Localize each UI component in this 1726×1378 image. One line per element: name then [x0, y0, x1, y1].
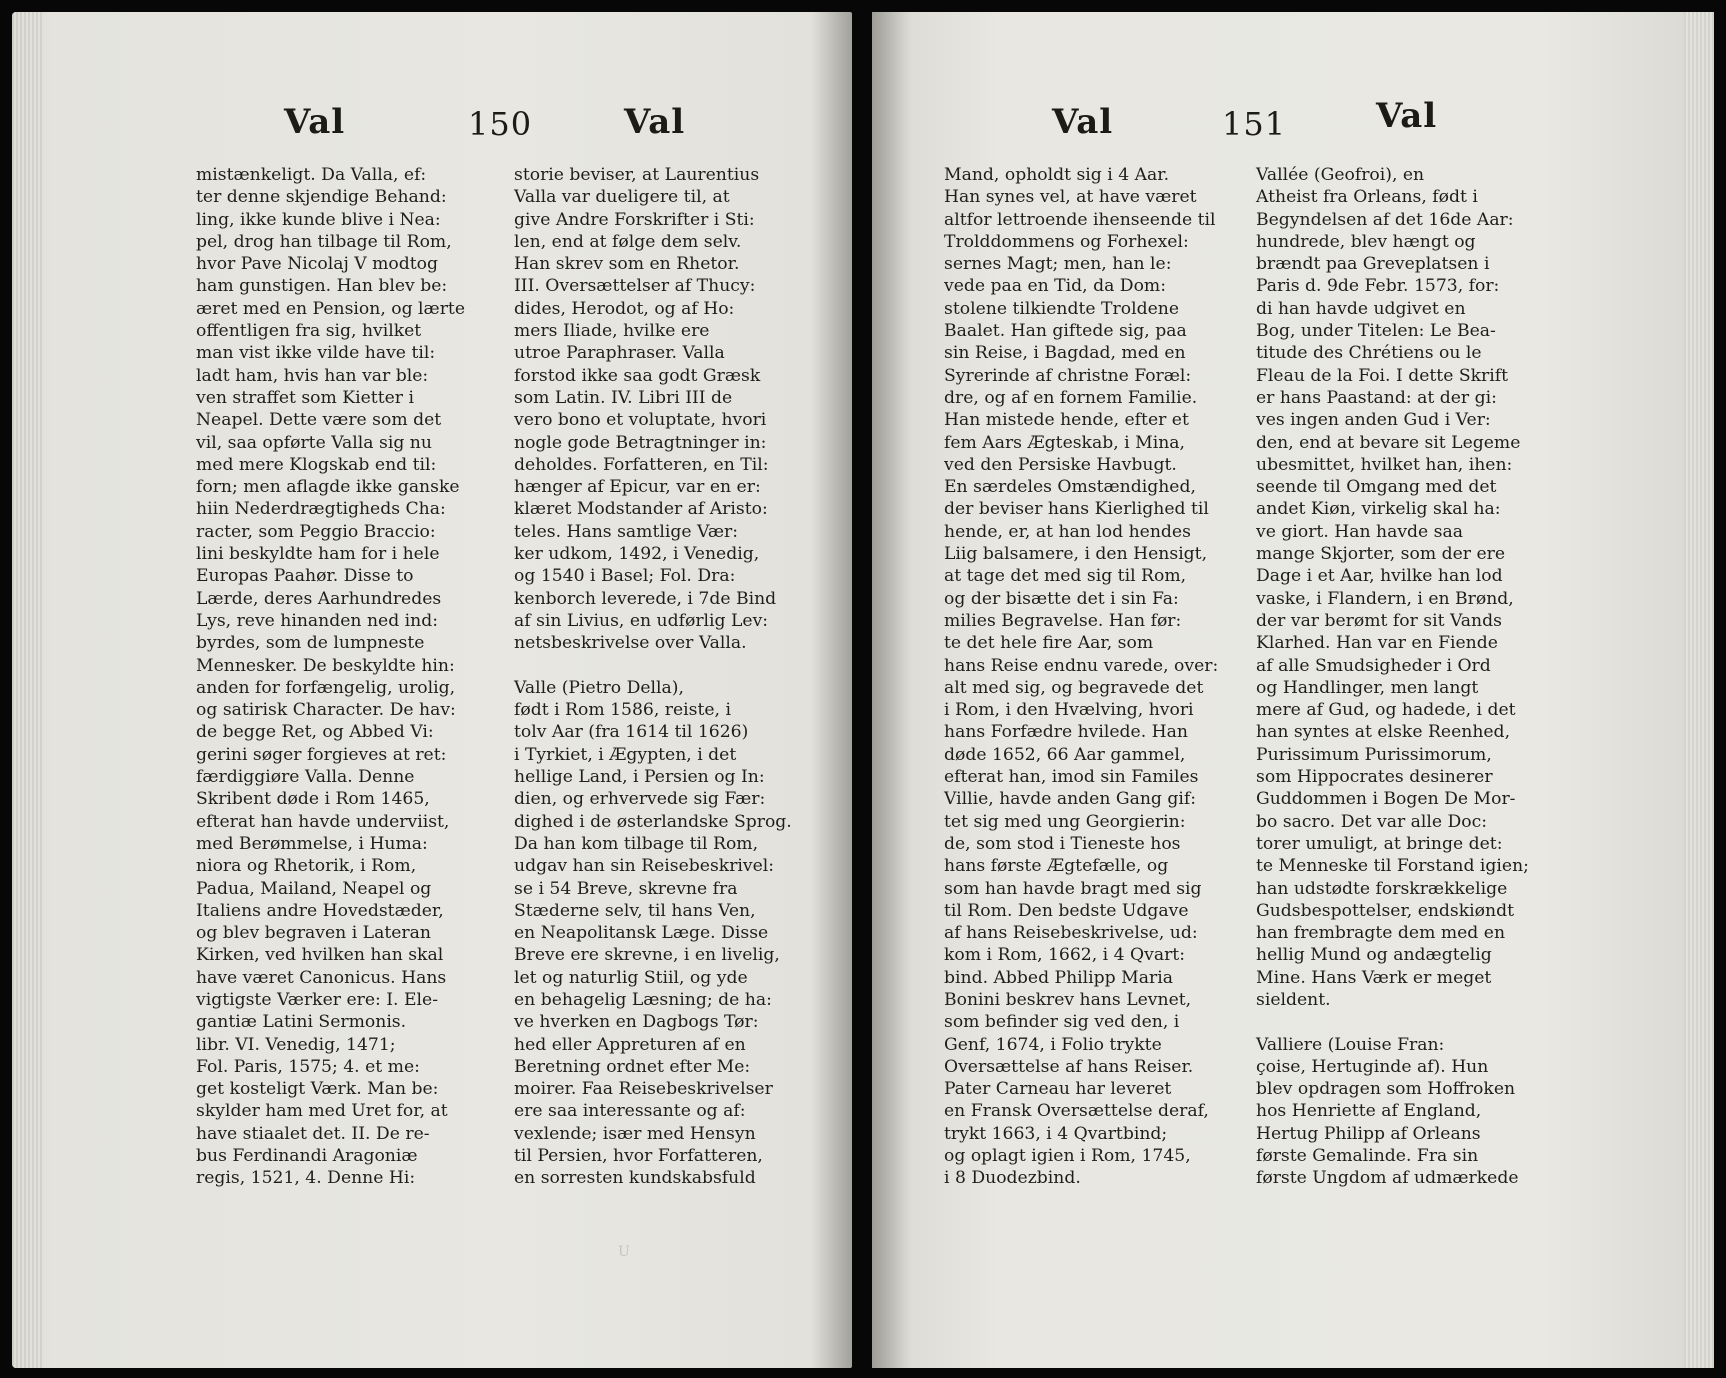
text-line [514, 655, 804, 677]
text-line: give Andre Forskrifter i Sti: [514, 209, 755, 230]
text-line: çoise, Hertuginde af). Hun [1256, 1056, 1489, 1077]
text-line: hans Reise endnu varede, over: [944, 655, 1219, 676]
text-line: Vallée (Geofroi), en [1256, 165, 1425, 185]
text-line: libr. VI. Venedig, 1471; [196, 1034, 396, 1055]
text-line: Skribent døde i Rom 1465, [196, 789, 430, 810]
text-line: vigtigste Værker ere: I. Ele- [196, 989, 439, 1010]
text-line: vil, saa opførte Valla sig nu [196, 432, 432, 453]
text-line: som befinder sig ved den, i [944, 1012, 1180, 1033]
text-line: Mand, opholdt sig i 4 Aar. [944, 165, 1170, 185]
text-line: hos Henriette af England, [1256, 1101, 1482, 1122]
text-line: første Gemalinde. Fra sin [1256, 1146, 1479, 1167]
text-line: han udstødte forskrækkelige [1256, 878, 1508, 899]
text-line: Syrerinde af christne Foræl: [944, 365, 1192, 386]
text-line: Genf, 1674, i Folio trykte [944, 1034, 1162, 1055]
text-line: af hans Reisebeskrivelse, ud: [944, 923, 1198, 944]
page-number: 150 [468, 105, 533, 143]
text-line: Pater Carneau har leveret [944, 1079, 1172, 1100]
text-line: første Ungdom af udmærkede [1256, 1168, 1519, 1189]
text-line: Klarhed. Han var en Fiende [1256, 633, 1498, 654]
text-line: ve giort. Han havde saa [1256, 521, 1463, 542]
text-line: racter, som Peggio Braccio: [196, 521, 436, 542]
text-line: have stiaalet det. II. De re- [196, 1123, 430, 1144]
text-line: Paris d. 9de Febr. 1573, for: [1256, 276, 1500, 297]
text-line: gerini søger forgieves at ret: [196, 744, 447, 765]
text-line: gantiæ Latini Sermonis. [196, 1012, 407, 1033]
text-line: æret med en Pension, og lærte [196, 298, 466, 319]
text-line: stolene tilkiendte Troldene [944, 298, 1179, 319]
text-line: bo sacro. Det var alle Doc: [1256, 811, 1488, 832]
text-line: af sin Livius, en udførlig Lev: [514, 610, 769, 631]
text-line: færdiggiøre Valla. Denne [196, 767, 415, 788]
text-line: der beviser hans Kierlighed til [944, 499, 1209, 520]
text-line: offentligen fra sig, hvilket [196, 321, 422, 342]
text-line: de begge Ret, og Abbed Vi: [196, 722, 434, 743]
text-line: nogle gode Betragtninger in: [514, 432, 767, 453]
text-line: man vist ikke vilde have til: [196, 343, 436, 364]
text-line: hellige Land, i Persien og In: [514, 767, 765, 788]
text-line: alt med sig, og begravede det [944, 677, 1204, 698]
text-line: byrdes, som de lumpneste [196, 633, 425, 654]
text-line: forstod ikke saa godt Græsk [514, 365, 761, 386]
text-column-1 [196, 164, 478, 1190]
text-line: get kosteligt Værk. Man be: [196, 1079, 439, 1100]
text-line: han frembragte dem med en [1256, 923, 1506, 944]
text-line: til Rom. Den bedste Udgave [944, 900, 1189, 921]
text-line: Villie, havde anden Gang gif: [944, 789, 1197, 810]
text-line: hvor Pave Nicolaj V modtog [196, 254, 439, 275]
text-line: efterat han havde underviist, [196, 811, 450, 832]
text-line: ling, ikke kunde blive i Nea: [196, 209, 441, 230]
text-line: Dage i et Aar, hvilke han lod [1256, 566, 1503, 587]
text-line: te det hele fire Aar, som [944, 633, 1154, 654]
text-line: Beretning ordnet efter Me: [514, 1056, 751, 1077]
text-line: ker udkom, 1492, i Venedig, [514, 544, 760, 565]
text-line: som Hippocrates desinerer [1256, 767, 1493, 788]
text-line: Breve ere skrevne, i en livelig, [514, 945, 780, 966]
text-line: døde 1652, 66 Aar gammel, [944, 744, 1186, 765]
text-line: trykt 1663, i 4 Qvartbind; [944, 1123, 1168, 1144]
text-line: milies Begravelse. Han før: [944, 610, 1182, 631]
text-line: andet Kiøn, virkelig skal ha: [1256, 499, 1501, 520]
text-line: ved den Persiske Havbugt. [944, 454, 1177, 475]
text-line: der var berømt for sit Vands [1256, 610, 1502, 631]
right-page [872, 12, 1714, 1368]
text-line: bus Ferdinandi Aragoniæ [196, 1146, 418, 1167]
text-line: Valliere (Louise Fran: [1256, 1034, 1445, 1055]
text-line: ubesmittet, hvilket han, ihen: [1256, 454, 1513, 475]
text-line: en Neapolitansk Læge. Disse [514, 923, 769, 944]
text-line: vexlende; især med Hensyn [514, 1123, 756, 1144]
text-line: en Fransk Oversættelse deraf, [944, 1101, 1209, 1122]
text-line: Bog, under Titelen: Le Bea- [1256, 321, 1496, 342]
text-line: dien, og erhvervede sig Fær: [514, 789, 766, 810]
text-column-1 [944, 164, 1234, 1190]
text-line: klæret Modstander af Aristo: [514, 499, 768, 520]
text-line: len, end at følge dem selv. [514, 231, 742, 252]
text-line: og 1540 i Basel; Fol. Dra: [514, 566, 736, 587]
text-line: niora og Rhetorik, i Rom, [196, 856, 417, 877]
text-line: ladt ham, hvis han var ble: [196, 365, 429, 386]
text-line: se i 54 Breve, skrevne fra [514, 878, 738, 899]
text-line: sernes Magt; men, han le: [944, 254, 1172, 275]
text-line: Han synes vel, at have været [944, 187, 1197, 208]
text-line: altfor lettroende ihenseende til [944, 209, 1216, 230]
text-line: kenborch leverede, i 7de Bind [514, 588, 777, 609]
text-line: mers Iliade, hvilke ere [514, 321, 710, 342]
text-line: dighed i de østerlandske Sprog. [514, 811, 792, 832]
text-line: utroe Paraphraser. Valla [514, 343, 725, 364]
text-line [1256, 1011, 1556, 1033]
text-line: lini beskyldte ham for i hele [196, 544, 440, 565]
text-line: Valla var dueligere til, at [514, 187, 730, 208]
text-line: Lys, reve hinanden ned ind: [196, 610, 439, 631]
text-line: moirer. Faa Reisebeskrivelser [514, 1079, 773, 1100]
text-line: hans Forfædre hvilede. Han [944, 722, 1188, 743]
text-line: og der bisætte det i sin Fa: [944, 588, 1179, 609]
text-column-2 [1256, 164, 1556, 1190]
text-line: Han skrev som en Rhetor. [514, 254, 740, 275]
text-line: Italiens andre Hovedstæder, [196, 900, 444, 921]
text-line: deholdes. Forfatteren, en Til: [514, 454, 769, 475]
text-line: ves ingen anden Gud i Ver: [1256, 410, 1491, 431]
text-line: sin Reise, i Bagdad, med en [944, 343, 1186, 364]
text-line: Mennesker. De beskyldte hin: [196, 655, 455, 676]
gutter-shadow [872, 12, 912, 1368]
text-line: anden for forfængelig, urolig, [196, 677, 456, 698]
text-line: Neapel. Dette være som det [196, 410, 442, 431]
text-line: til Persien, hvor Forfatteren, [514, 1146, 763, 1167]
faint-mark: U [618, 1244, 630, 1260]
text-line: Gudsbespottelser, endskiøndt [1256, 900, 1514, 921]
text-line: tet sig med ung Georgierin: [944, 811, 1186, 832]
text-line: let og naturlig Stiil, og yde [514, 967, 748, 988]
text-line: tolv Aar (fra 1614 til 1626) [514, 722, 749, 743]
text-line: III. Oversættelser af Thucy: [514, 276, 756, 297]
text-line: Atheist fra Orleans, født i [1256, 187, 1478, 208]
text-line: vede paa en Tid, da Dom: [944, 276, 1167, 297]
gutter-shadow [812, 12, 852, 1368]
text-line: regis, 1521, 4. Denne Hi: [196, 1168, 416, 1189]
text-line: og blev begraven i Lateran [196, 923, 431, 944]
text-line: di han havde udgivet en [1256, 298, 1466, 319]
text-line: mange Skjorter, som der ere [1256, 544, 1506, 565]
text-line: En særdeles Omstændighed, [944, 477, 1196, 498]
text-line: Purissimum Purissimorum, [1256, 744, 1492, 765]
text-line: Europas Paahør. Disse to [196, 566, 414, 587]
text-line: Hertug Philipp af Orleans [1256, 1123, 1481, 1144]
text-line: hed eller Appreturen af en [514, 1034, 746, 1055]
text-line: seende til Omgang med det [1256, 477, 1497, 498]
text-line: Da han kom tilbage til Rom, [514, 833, 759, 854]
text-line: brændt paa Greveplatsen i [1256, 254, 1490, 275]
left-page [12, 12, 852, 1368]
text-line: Fleau de la Foi. I dette Skrift [1256, 365, 1509, 386]
text-line: hænger af Epicur, var en er: [514, 477, 761, 498]
text-line: af alle Smudsigheder i Ord [1256, 655, 1491, 676]
text-line: teles. Hans samtlige Vær: [514, 521, 738, 542]
text-line: skylder ham med Uret for, at [196, 1101, 448, 1122]
running-head-right: Val [1376, 96, 1438, 136]
text-line: Oversættelse af hans Reiser. [944, 1056, 1194, 1077]
text-line: vaske, i Flandern, i en Brønd, [1256, 588, 1514, 609]
text-line: som han havde bragt med sig [944, 878, 1202, 899]
text-line: er hans Paastand: at der gi: [1256, 387, 1497, 408]
text-line: udgav han sin Reisebeskrivel: [514, 856, 775, 877]
text-line: Stæderne selv, til hans Ven, [514, 900, 756, 921]
text-line: Padua, Mailand, Neapel og [196, 878, 432, 899]
text-line: i Tyrkiet, i Ægypten, i det [514, 744, 737, 765]
text-line: vero bono et voluptate, hvori [514, 410, 767, 431]
text-line: Guddommen i Bogen De Mor- [1256, 789, 1516, 810]
text-line: hende, er, at han lod hendes [944, 521, 1191, 542]
text-line: ven straffet som Kietter i [196, 387, 414, 408]
text-line: Mine. Hans Værk er meget [1256, 967, 1492, 988]
text-line: med Berømmelse, i Huma: [196, 833, 428, 854]
text-line: ere saa interessante og af: [514, 1101, 746, 1122]
text-line: dides, Herodot, og af Ho: [514, 298, 735, 319]
text-line: efterat han, imod sin Familes [944, 767, 1199, 788]
text-line: kom i Rom, 1662, i 4 Qvart: [944, 945, 1185, 966]
text-line: han syntes at elske Reenhed, [1256, 722, 1511, 743]
text-line: mere af Gud, og hadede, i det [1256, 700, 1516, 721]
text-column-2 [514, 164, 804, 1190]
text-line: ter denne skjendige Behand: [196, 187, 447, 208]
text-line: Lærde, deres Aarhundredes [196, 588, 442, 609]
text-line: storie beviser, at Laurentius [514, 165, 760, 185]
text-line: Han mistede hende, efter et [944, 410, 1189, 431]
text-line: mistænkeligt. Da Valla, ef: [196, 165, 427, 185]
text-line: Trolddommens og Forhexel: [944, 231, 1189, 252]
text-line: sieldent. [1256, 989, 1331, 1010]
text-line: hans første Ægtefælle, og [944, 856, 1169, 877]
text-line: hiin Nederdrægtigheds Cha: [196, 499, 446, 520]
text-line: Bonini beskrev hans Levnet, [944, 989, 1192, 1010]
running-head-right: Val [624, 102, 686, 142]
text-line: forn; men aflagde ikke ganske [196, 477, 460, 498]
text-line: Kirken, ved hvilken han skal [196, 945, 444, 966]
text-line: te Menneske til Forstand igien; [1256, 856, 1529, 877]
text-line: i 8 Duodezbind. [944, 1168, 1081, 1189]
text-line: som Latin. IV. Libri III de [514, 387, 733, 408]
text-line: i Rom, i den Hvælving, hvori [944, 700, 1194, 721]
text-line: titude des Chrétiens ou le [1256, 343, 1482, 364]
text-line: og satirisk Character. De hav: [196, 700, 456, 721]
text-line: med mere Klogskab end til: [196, 454, 437, 475]
text-line: hellig Mund og andægtelig [1256, 945, 1492, 966]
text-line: Fol. Paris, 1575; 4. et me: [196, 1056, 420, 1077]
text-line: at tage det med sig til Rom, [944, 566, 1187, 587]
text-line: den, end at bevare sit Legeme [1256, 432, 1521, 453]
text-line: og oplagt igien i Rom, 1745, [944, 1146, 1191, 1167]
text-line: ham gunstigen. Han blev be: [196, 276, 448, 297]
text-line: dre, og af en fornem Familie. [944, 387, 1198, 408]
text-line: en behagelig Læsning; de ha: [514, 989, 772, 1010]
text-line: de, som stod i Tieneste hos [944, 833, 1181, 854]
text-line: en sorresten kundskabsfuld [514, 1168, 756, 1189]
text-line: torer umuligt, at bringe det: [1256, 833, 1503, 854]
text-line: født i Rom 1586, reiste, i [514, 700, 731, 721]
text-line: Valle (Pietro Della), [514, 677, 684, 698]
page-number: 151 [1222, 105, 1287, 143]
text-line: Begyndelsen af det 16de Aar: [1256, 209, 1514, 230]
text-line: bind. Abbed Philipp Maria [944, 967, 1173, 988]
running-head-left: Val [284, 102, 346, 142]
text-line: Liig balsamere, i den Hensigt, [944, 544, 1208, 565]
text-line: Baalet. Han giftede sig, paa [944, 321, 1187, 342]
text-line: ve hverken en Dagbogs Tør: [514, 1012, 759, 1033]
text-line: pel, drog han tilbage til Rom, [196, 231, 452, 252]
text-line: have været Canonicus. Hans [196, 967, 447, 988]
text-line: netsbeskrivelse over Valla. [514, 633, 747, 654]
text-line: hundrede, blev hængt og [1256, 231, 1476, 252]
text-line: blev opdragen som Hoffroken [1256, 1079, 1516, 1100]
text-line: fem Aars Ægteskab, i Mina, [944, 432, 1185, 453]
running-head-left: Val [1052, 102, 1114, 142]
text-line: og Handlinger, men langt [1256, 677, 1479, 698]
